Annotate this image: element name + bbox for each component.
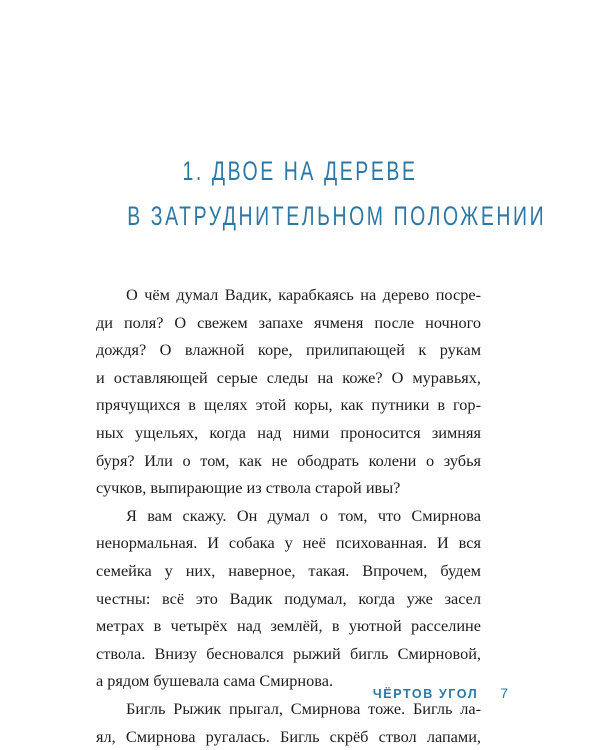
text-line-14: ствола. Внизу бесновался рыжий бигль Смирновой, [96, 643, 481, 663]
text-line-6: ных ущельях, когда над ними проносится зимняя [96, 422, 481, 442]
chapter-title-line-2: В ЗАТРУДНИТЕЛЬНОМ ПОЛОЖЕНИИ [127, 201, 547, 231]
text-line-12: честны: всё это Вадик подумал, когда уже засел [96, 588, 481, 608]
page-footer [373, 685, 508, 701]
text-line-16: Бигль Рыжик прыгал, Смирнова тоже. Бигль ла- [126, 698, 481, 718]
running-title: ЧЁРТОВ УГОЛ [372, 687, 479, 701]
text-line-2: ди поля? О свежем запахе ячменя после ночного [96, 312, 481, 332]
text-line-9: Я вам скажу. Он думал о том, что Смирнова [126, 505, 481, 525]
text-line-11: семейка у них, наверное, такая. Впрочем, будем [96, 560, 481, 580]
text-line-7: буря? Или о том, как не ободрать колени о зубья [96, 450, 481, 470]
text-line-15: а рядом бушевала сама Смирнова. [96, 671, 334, 691]
page-number: 7 [500, 685, 508, 701]
body-text [96, 281, 481, 750]
chapter-title-line-1: 1. ДВОЕ НА ДЕРЕВЕ [182, 156, 418, 186]
text-line-8: сучков, выпирающие из ствола старой ивы? [96, 478, 401, 498]
text-line-10: ненормальная. И собака у неё психованная. И вся [96, 533, 481, 553]
text-line-1: О чём думал Вадик, карабкаясь на дерево посре- [126, 285, 481, 304]
text-line-3: дождя? О влажной коре, прилипающей к рукам [96, 340, 481, 360]
text-line-5: прячущихся в щелях этой коры, как путники в гор- [96, 395, 481, 415]
text-line-4: и оставляющей серые следы на коже? О муравьях, [96, 367, 481, 387]
text-line-17: ял, Смирнова ругалась. Бигль скрёб ствол лапами, [96, 726, 481, 746]
text-line-13: метрах в четырёх над землёй, в уютной расселине [96, 616, 481, 636]
